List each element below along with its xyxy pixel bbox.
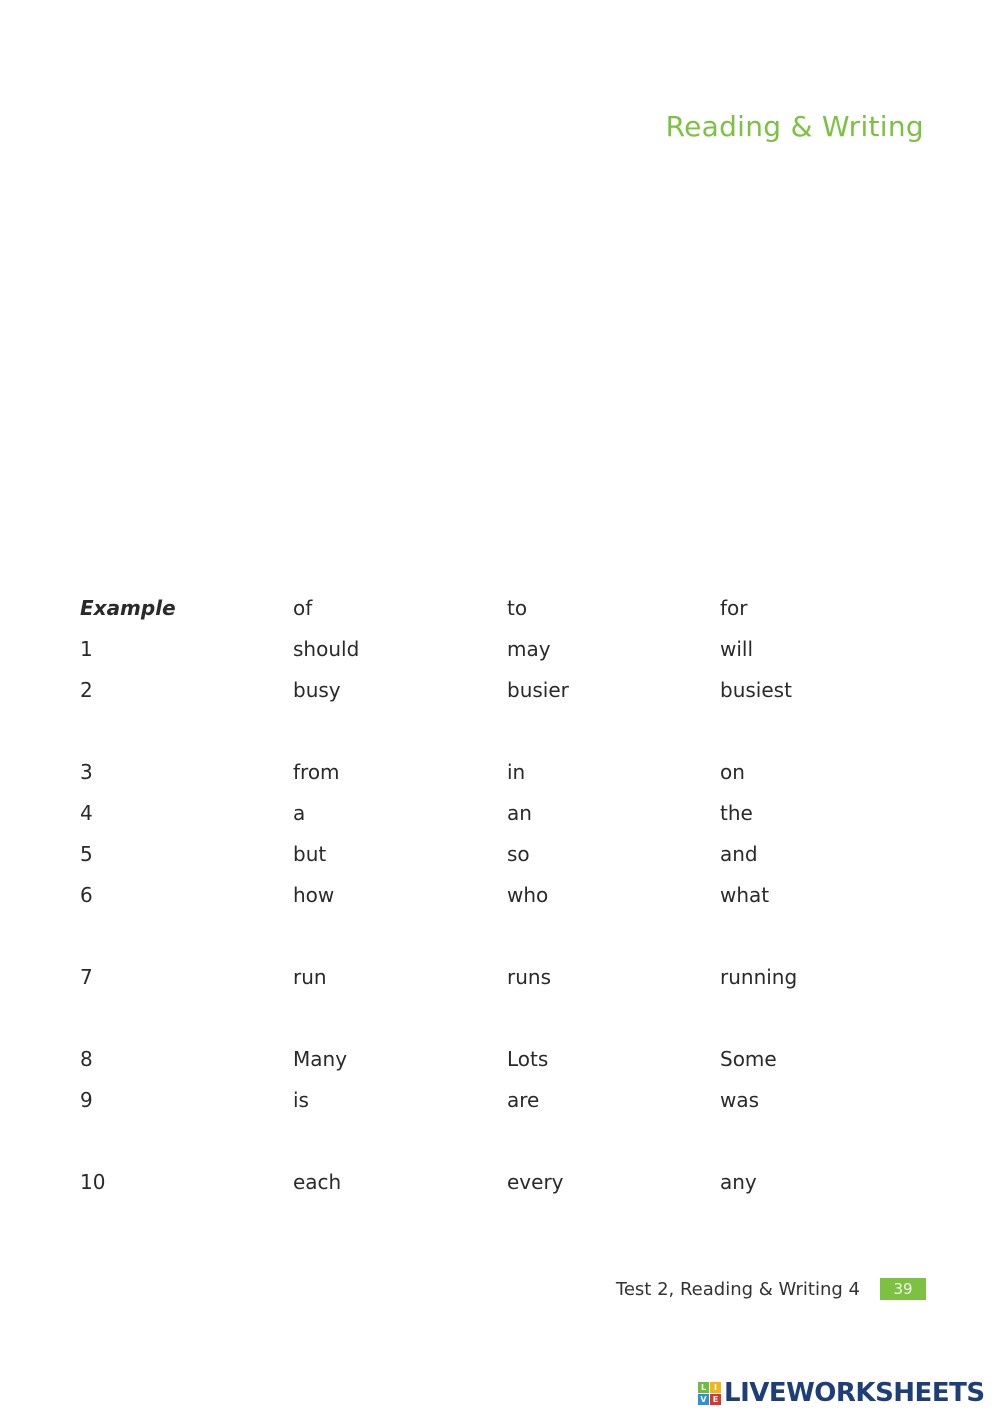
row-label: 8 (80, 1047, 93, 1071)
choice[interactable]: Many (293, 1047, 348, 1071)
row-label: 10 (80, 1170, 106, 1194)
choice[interactable]: every (507, 1170, 564, 1194)
logo-square-l: L (698, 1382, 709, 1393)
choice[interactable]: how (293, 883, 335, 907)
row-label: 7 (80, 965, 93, 989)
row-label: 1 (80, 637, 93, 661)
options-row-7 (80, 959, 940, 1000)
options-table (80, 590, 940, 1205)
choice[interactable]: runs (507, 965, 551, 989)
row-label: Example (80, 596, 176, 620)
row-label: 4 (80, 801, 93, 825)
choice[interactable]: any (720, 1170, 757, 1194)
choice[interactable]: a (293, 801, 306, 825)
logo-text: LIVEWORKSHEETS (724, 1378, 985, 1408)
options-row-4 (80, 795, 940, 836)
row-label: 5 (80, 842, 93, 866)
options-row-6 (80, 877, 940, 918)
choice[interactable]: busier (507, 678, 569, 702)
choice[interactable]: from (293, 760, 340, 784)
choice[interactable]: should (293, 637, 360, 661)
choice[interactable]: on (720, 760, 745, 784)
choice[interactable]: was (720, 1088, 760, 1112)
choice[interactable]: the (720, 801, 753, 825)
logo-square-i: I (710, 1382, 721, 1393)
choice[interactable]: to (507, 596, 528, 620)
choice[interactable]: busiest (720, 678, 792, 702)
row-label: 2 (80, 678, 93, 702)
logo-squares-icon (698, 1382, 721, 1405)
choice[interactable]: an (507, 801, 532, 825)
page-number-badge: 39 (880, 1278, 926, 1300)
section-title: Reading & Writing (665, 110, 924, 143)
choice[interactable]: may (507, 637, 551, 661)
choice[interactable]: are (507, 1088, 540, 1112)
options-row-8 (80, 1041, 940, 1082)
liveworksheets-logo[interactable] (698, 1378, 985, 1408)
options-row-example (80, 590, 940, 631)
logo-square-e: E (710, 1394, 721, 1405)
logo-square-v: V (698, 1394, 709, 1405)
options-row-1 (80, 631, 940, 672)
choice[interactable]: Some (720, 1047, 777, 1071)
choice[interactable]: busy (293, 678, 341, 702)
choice[interactable]: but (293, 842, 327, 866)
footer-text: Test 2, Reading & Writing 4 (615, 1278, 860, 1300)
row-label: 6 (80, 883, 93, 907)
choice[interactable]: who (507, 883, 549, 907)
row-label: 3 (80, 760, 93, 784)
options-row-9 (80, 1082, 940, 1123)
options-row-5 (80, 836, 940, 877)
choice[interactable]: for (720, 596, 748, 620)
choice[interactable]: is (293, 1088, 309, 1112)
options-row-2 (80, 672, 940, 713)
choice[interactable]: Lots (507, 1047, 549, 1071)
choice[interactable]: so (507, 842, 530, 866)
choice[interactable]: each (293, 1170, 342, 1194)
choice[interactable]: in (507, 760, 526, 784)
choice[interactable]: what (720, 883, 770, 907)
choice[interactable]: and (720, 842, 758, 866)
options-row-3 (80, 754, 940, 795)
choice[interactable]: running (720, 965, 798, 989)
row-label: 9 (80, 1088, 93, 1112)
choice[interactable]: will (720, 637, 754, 661)
choice[interactable]: of (293, 596, 313, 620)
options-row-10 (80, 1164, 940, 1205)
choice[interactable]: run (293, 965, 327, 989)
page-footer (616, 1278, 926, 1300)
